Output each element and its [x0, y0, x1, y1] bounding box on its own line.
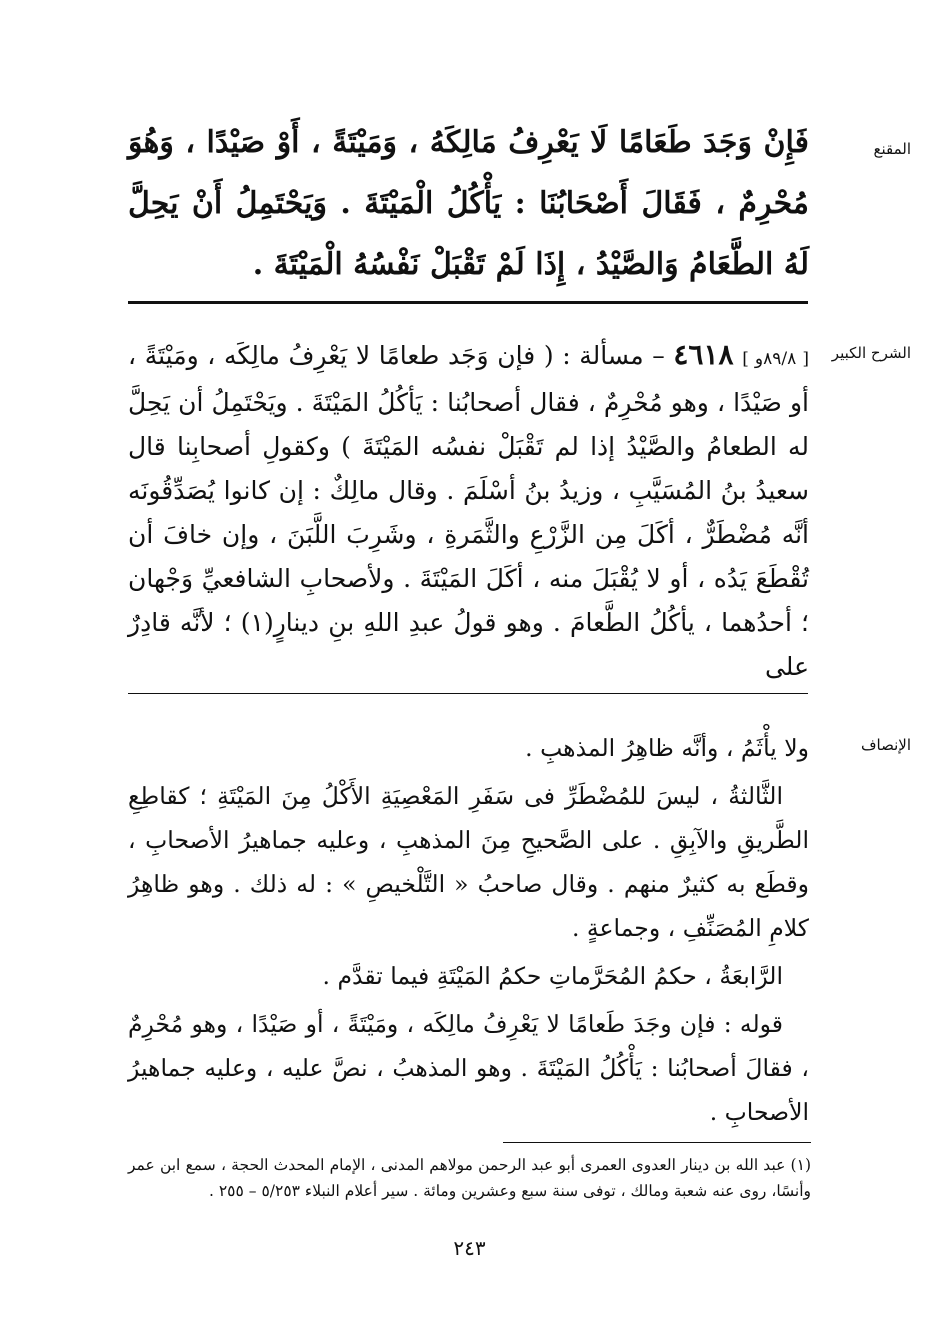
manuscript-reference: [ ٨٩/٨و ] [742, 349, 809, 369]
page-number: ٢٤٣ [453, 1236, 486, 1260]
insaf-paragraph-3: الرَّابعَةُ ، حكمُ المُحَرَّماتِ حكمُ المَيْتَةِ فيما تقدَّم . [322, 962, 783, 990]
sharh-paragraph [128, 333, 809, 689]
sharh-text-block [128, 333, 809, 689]
insaf-paragraph-1: ولا يأْثَمُ ، وأنَّه ظاهِرُ المذهبِ . [525, 734, 809, 762]
issue-number: ٤٦١٨ [673, 338, 734, 371]
insaf-paragraph-4: قوله : فإن وجَدَ طَعامًا لا يَعْرِفُ مالِكَه ، ومَيْتَةً ، أو صَيْدًا ، وهو مُحْرِمٌ ، فقالَ أصحابُنا : يَأْكُلُ المَيْتَةَ . وهو المذهبُ ، نصَّ عليه ، وعليه جماهيرُ الأصحابِ . [128, 1010, 809, 1126]
footnote: (١) عبد الله بن دينار العدوى العمرى أبو عبد الرحمن مولاهم المدنى ، الإمام المحدث الحجة ، سمع ابن عمر وأنسًا، روى عنه شعبة ومالك ، توفى سنة سبع وعشرين ومائة . سير أعلام النبلاء ٥/٢٥٣ – ٢٥٥ . [128, 1156, 811, 1200]
section-divider-thick [128, 301, 808, 304]
footnote-divider [503, 1142, 811, 1143]
sharh-body: – مسألة : ( فإن وَجَد طعامًا لا يَعْرِفُ مالِكَه ، ومَيْتَةً ، أو صَيْدًا ، وهو مُحْرِمٌ ، فقال أصحابُنا : يَأكُلُ المَيْتَةَ . ويَحْتَمِلُ أن يَحِلَّ له الطعامُ والصَّيْدُ إذا لم تَقْبَلْ نفسُه المَيْتَةَ ) وكقولِ أصحابِنا قال سعيدُ بنُ المُسَيَّبِ ، وزيدُ بنُ أسْلَمَ . وقال مالِكٌ : إن كانوا يُصَدِّقُونَه أنَّه مُضْطَرٌّ ، أكَلَ مِن الزَّرْعِ والثَّمَرةِ ، وشَرِبَ اللَّبَنَ ، وإن خافَ أن تُقْطَعَ يَدُه ، أو لا يُقْبَلَ منه ، أكَلَ المَيْتَةَ . ولأصحابِ الشافعيِّ وَجْهان ؛ أحدُهما ، يأكُلُ الطَّعامَ . وهو قولُ عبدِ اللهِ بنِ دينارٍ(١) ؛ لأنَّه قادِرٌ على [128, 341, 810, 681]
insaf-paragraph-2: الثَّالثةُ ، ليسَ للمُضْطَرِّ فى سَفَرِ المَعْصِيَةِ الأَكْلُ مِنَ المَيْتَةِ ؛ كقاطِعِ الطَّريقِ والآبِقِ . على الصَّحيحِ مِنَ المذهبِ ، وعليه جماهيرُ الأصحابِ ، وقطَع به كثيرٌ منهم . وقال صاحبُ « التَّلْخيصِ » : له ذلك . وهو ظاهِرُ كلامِ المُصَنِّفِ ، وجماعةٍ . [128, 782, 809, 942]
muqni-paragraph: فَإِنْ وَجَدَ طَعَامًا لَا يَعْرِفُ مَالِكَهُ ، وَمَيْتَةً ، أَوْ صَيْدًا ، وَهُوَ مُحْرِمٌ ، فَقَالَ أَصْحَابُنَا : يَأْكُلُ الْمَيْتَةَ . وَيَحْتَمِلُ أَنْ يَحِلَّ لَهُ الطَّعَامُ وَالصَّيْدُ ، إِذَا لَمْ تَقْبَلْ نَفْسُهُ الْمَيْتَةَ . [128, 125, 809, 282]
muqni-text-block [128, 112, 809, 295]
sharh-label: الشرح الكبير [831, 344, 911, 362]
section-divider-thin [128, 693, 808, 694]
muqni-label: المقنع [873, 140, 911, 158]
insaf-text-block [128, 726, 809, 1134]
insaf-label: الإنصاف [860, 736, 911, 754]
